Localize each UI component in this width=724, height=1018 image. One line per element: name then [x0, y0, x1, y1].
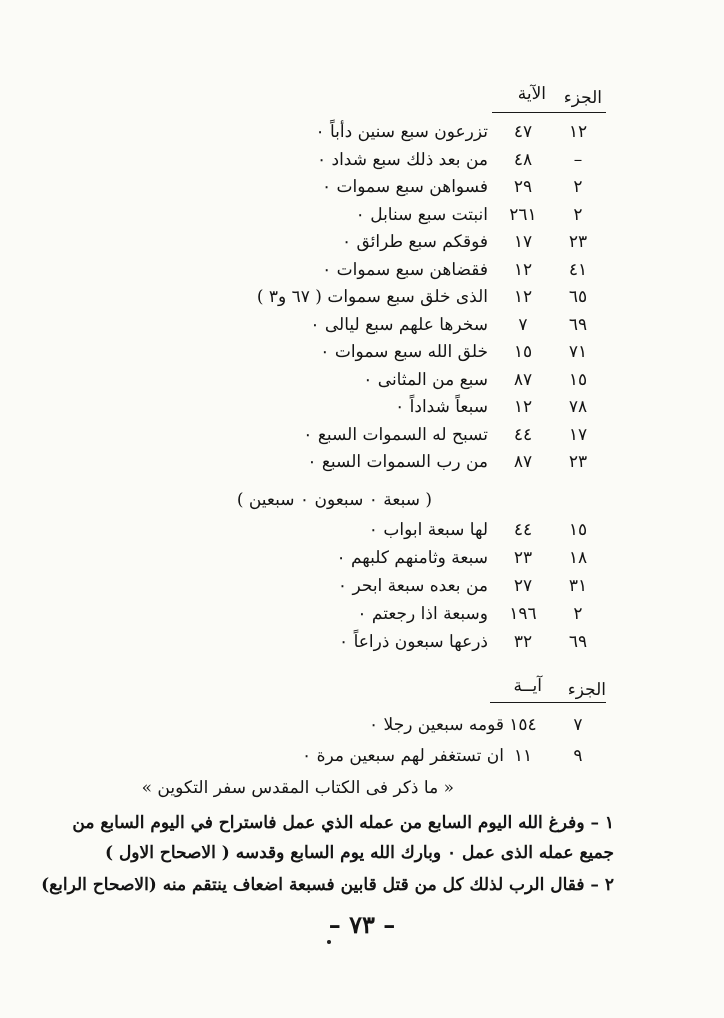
aya-cell: ١٢: [513, 397, 533, 417]
table-row: [0, 312, 724, 338]
table-row: [0, 743, 724, 769]
verse-text-cell: انبتت سبع سنابل ٠: [355, 204, 488, 225]
juz-cell: ٢: [573, 204, 583, 225]
aya-cell: ٨٧: [513, 452, 533, 472]
table-row: [0, 174, 724, 200]
juz-cell: ١٨: [568, 548, 588, 568]
aya-cell: ١٧: [513, 232, 533, 252]
juz-cell: ٦٥: [568, 287, 588, 307]
verse-text-cell: سبع من المثانى ٠: [363, 369, 488, 390]
table2-header-rule: [490, 702, 606, 703]
verse-text-cell: فقضاهن سبع سموات ٠: [322, 259, 488, 280]
juz-cell: ١٥: [568, 520, 588, 540]
table-row: [0, 257, 724, 283]
verse-text-cell: من رب السموات السبع ٠: [307, 452, 488, 472]
juz-cell: ٧: [573, 715, 583, 735]
paragraph-1-line-1: ١ – وفرغ الله اليوم السابع من عمله الذي عمل فاستراح في اليوم السابع من: [72, 813, 614, 833]
juz-cell: ٩: [573, 746, 583, 766]
verse-text-cell: تسبح له السموات السبع ٠: [303, 424, 488, 445]
juz-cell: ٧١: [568, 342, 588, 362]
verse-text-cell: ذرعها سبعون ذراعاً ٠: [339, 632, 488, 652]
table-row: [0, 394, 724, 420]
table-row: [0, 629, 724, 655]
aya-cell: ١٢: [513, 287, 533, 307]
aya-cell: ١٢: [513, 259, 533, 280]
table-row: [0, 422, 724, 448]
table1-header-rule: [492, 112, 606, 113]
table-row: [0, 545, 724, 571]
aya-cell: ٢٩: [513, 177, 533, 197]
juz-cell: ٢: [573, 604, 583, 624]
aya-cell: ١٥٤: [509, 715, 537, 735]
table1-header-aya: الآية: [517, 84, 546, 104]
verse-text-cell: سبعاً شداداً ٠: [395, 397, 488, 417]
juz-cell: ٣١: [568, 576, 588, 596]
paragraph-1-line-2: جميع عمله الذى عمل ٠ وبارك الله يوم السابع وقدسه ( الاصحاح الاول ): [104, 843, 614, 863]
verse-text-cell: من بعده سبعة ابحر ٠: [337, 576, 488, 596]
aya-cell: ٢٣: [513, 548, 533, 568]
juz-cell: ١٢: [568, 122, 588, 142]
aya-cell: ٢٧: [513, 576, 533, 596]
table-row: [0, 147, 724, 173]
verse-text-cell: وسبعة اذا رجعتم ٠: [357, 604, 488, 624]
verse-text-cell: من بعد ذلك سبع شداد ٠: [316, 149, 488, 170]
aya-cell: ٣٢: [513, 632, 533, 652]
juz-cell: ٦٩: [568, 632, 588, 652]
juz-cell: –: [573, 149, 583, 170]
juz-cell: ٧٨: [568, 397, 588, 417]
paragraph-1: [72, 808, 614, 868]
verse-text-cell: الذى خلق سبع سموات ( ٦٧ و٣ ): [256, 287, 488, 307]
aya-cell: ٤٤: [513, 424, 533, 445]
table-row: [0, 284, 724, 310]
aya-cell: ٤٧: [513, 122, 533, 142]
verse-text-cell: فوقكم سبع طرائق ٠: [341, 232, 488, 252]
verse-text-cell: قومه سبعين رجلا ٠: [369, 715, 504, 735]
paragraph-2: [41, 870, 614, 900]
table-row: [0, 712, 724, 738]
aya-cell: ١١: [513, 746, 533, 766]
juz-cell: ٦٩: [568, 314, 588, 335]
table-row: [0, 367, 724, 393]
verse-text-cell: ان تستغفر لهم سبعين مرة ٠: [302, 746, 504, 766]
table-row: [0, 601, 724, 627]
aya-cell: ١٩٦: [509, 604, 537, 624]
verse-text-cell: تزرعون سبع سنين دأباً ٠: [315, 122, 488, 142]
verse-text-cell: لها سبعة ابواب ٠: [368, 520, 488, 540]
page-number-dot: [327, 940, 331, 944]
section-title: « ما ذكر فى الكتاب المقدس سفر التكوين »: [141, 778, 454, 798]
table-row: [0, 517, 724, 543]
table-row: [0, 449, 724, 475]
table-row: [0, 119, 724, 145]
juz-cell: ٢٣: [568, 452, 588, 472]
page-number: – ٧٣ –: [328, 910, 396, 939]
table-row: [0, 229, 724, 255]
juz-cell: ٤١: [568, 259, 588, 280]
aya-cell: ٢٦١: [509, 204, 537, 225]
table2-header-juz: الجزء: [567, 680, 606, 700]
verse-text-cell: فسواهن سبع سموات ٠: [321, 177, 488, 197]
juz-cell: ١٧: [568, 424, 588, 445]
table1-group-note: ( سبعة ٠ سبعون ٠ سبعين ): [236, 490, 432, 510]
juz-cell: ١٥: [568, 369, 588, 390]
table-row: [0, 573, 724, 599]
table-row: [0, 202, 724, 228]
verse-text-cell: خلق الله سبع سموات ٠: [320, 342, 488, 362]
table2-header-aya: آيــة: [513, 676, 542, 696]
verse-text-cell: سخرها علهم سبع ليالى ٠: [310, 314, 488, 335]
table-row: [0, 339, 724, 365]
juz-cell: ٢٣: [568, 232, 588, 252]
verse-text-cell: سبعة وثامنهم كلبهم ٠: [336, 548, 488, 568]
juz-cell: ٢: [573, 177, 583, 197]
aya-cell: ٧: [518, 314, 528, 335]
aya-cell: ٨٧: [513, 369, 533, 390]
aya-cell: ٤٨: [513, 149, 533, 170]
paragraph-2-line-1: ٢ – فقال الرب لذلك كل من قتل قابين فسبعة اضعاف ينتقم منه (الاصحاح الرابع): [41, 875, 614, 895]
aya-cell: ٤٤: [513, 520, 533, 540]
table1-header-juz: الجزء: [563, 88, 602, 108]
aya-cell: ١٥: [513, 342, 533, 362]
